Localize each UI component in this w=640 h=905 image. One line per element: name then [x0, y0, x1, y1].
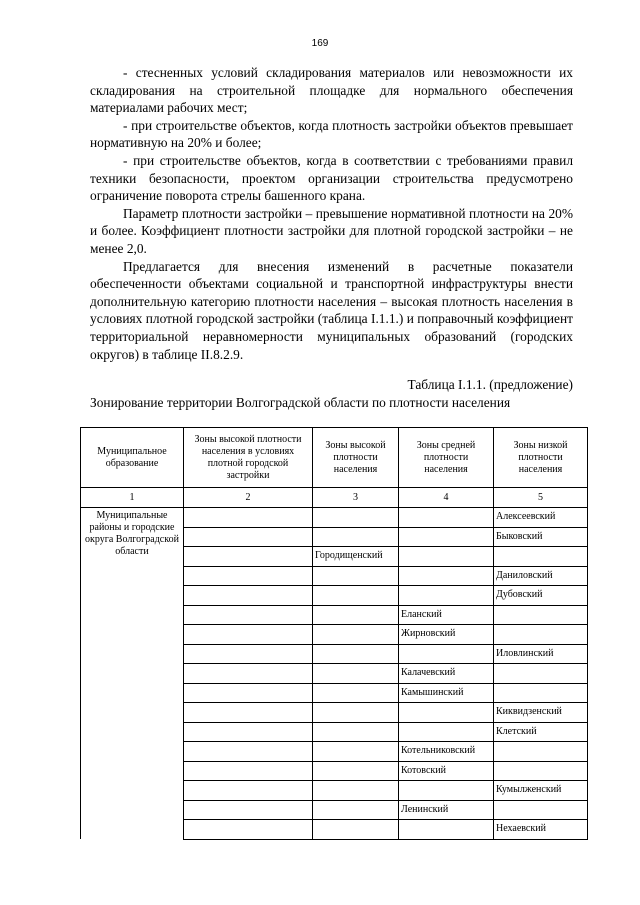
district-cell — [184, 820, 313, 840]
paragraph: - при строительстве объектов, когда в соответствии с требованиями правил техники безопасности, проектом организации строительства предусмотрено ограничение поворота стрелы башенного крана. — [90, 152, 573, 204]
district-cell — [313, 683, 399, 703]
district-cell — [184, 586, 313, 606]
district-cell — [494, 742, 588, 762]
district-cell: Еланский — [399, 605, 494, 625]
table-title: Зонирование территории Волгоградской области по плотности населения — [90, 395, 511, 410]
district-cell — [313, 761, 399, 781]
district-cell — [313, 508, 399, 528]
district-cell: Иловлинский — [494, 644, 588, 664]
district-cell — [184, 625, 313, 645]
district-cell — [494, 800, 588, 820]
page-number: 169 — [311, 38, 329, 49]
district-cell: Городищенский — [313, 547, 399, 567]
column-number: 4 — [399, 488, 494, 508]
district-cell — [313, 586, 399, 606]
district-cell — [494, 761, 588, 781]
header-cell: Муниципальное образование — [81, 428, 184, 488]
table-header-row — [81, 428, 588, 488]
district-cell: Котельниковский — [399, 742, 494, 762]
district-cell: Жирновский — [399, 625, 494, 645]
paragraph: - стесненных условий складирования материалов или невозможности их складирования на строительной площадке для нормального обеспечения материалами рабочих мест; — [90, 65, 573, 116]
district-cell — [184, 644, 313, 664]
column-number-row — [81, 488, 588, 508]
district-cell — [399, 527, 494, 547]
district-cell — [399, 547, 494, 567]
district-cell — [494, 547, 588, 567]
district-cell: Алексеевский — [494, 508, 588, 528]
paragraph: Предлагается для внесения изменений в расчетные показатели обеспеченности объектами социальной и транспортной инфраструктуры внести дополнительную категорию плотности населения – высокая плотность населения в условиях плотной городской застройки (таблица I.1.1.) и поправочный коэффициент территориальной неравномерности муниципальных образований (городских округов) в таблице II.8.2.9. — [90, 258, 573, 362]
district-cell: Киквидзенский — [494, 703, 588, 723]
district-cell — [494, 664, 588, 684]
district-cell: Камышинский — [399, 683, 494, 703]
district-cell — [399, 722, 494, 742]
district-cell: Кумылженский — [494, 781, 588, 801]
district-cell — [184, 566, 313, 586]
district-cell — [184, 761, 313, 781]
district-cell — [494, 605, 588, 625]
district-cell — [184, 508, 313, 528]
district-cell — [313, 781, 399, 801]
district-cell — [184, 547, 313, 567]
district-cell — [313, 664, 399, 684]
district-cell — [399, 586, 494, 606]
district-cell — [184, 742, 313, 762]
district-cell — [494, 683, 588, 703]
district-cell — [313, 800, 399, 820]
district-cell: Нехаевский — [494, 820, 588, 840]
district-cell — [184, 800, 313, 820]
district-cell — [184, 722, 313, 742]
district-cell — [313, 644, 399, 664]
column-number: 2 — [184, 488, 313, 508]
district-cell: Котовский — [399, 761, 494, 781]
district-cell — [399, 644, 494, 664]
district-cell — [313, 566, 399, 586]
district-cell — [313, 703, 399, 723]
table-body — [81, 508, 588, 840]
district-cell — [313, 625, 399, 645]
district-cell: Ленинский — [399, 800, 494, 820]
municipality-cell: Муниципальные районы и городские округа Волгоградской области — [81, 508, 184, 840]
district-cell — [399, 781, 494, 801]
district-cell: Быковский — [494, 527, 588, 547]
district-cell — [399, 508, 494, 528]
district-cell — [399, 566, 494, 586]
district-cell — [313, 742, 399, 762]
header-cell: Зоны средней плотности населения — [399, 428, 494, 488]
district-cell — [399, 820, 494, 840]
district-cell — [184, 703, 313, 723]
district-cell — [313, 527, 399, 547]
column-number: 1 — [81, 488, 184, 508]
column-number: 5 — [494, 488, 588, 508]
header-cell: Зоны высокой плотности населения — [313, 428, 399, 488]
zoning-table — [80, 427, 588, 840]
district-cell — [313, 722, 399, 742]
header-cell: Зоны низкой плотности населения — [494, 428, 588, 488]
district-cell — [494, 625, 588, 645]
district-cell — [184, 527, 313, 547]
district-cell: Даниловский — [494, 566, 588, 586]
district-cell — [313, 820, 399, 840]
paragraph: - при строительстве объектов, когда плотность застройки объектов превышает нормативную на 20% и более; — [90, 117, 573, 151]
district-cell — [184, 781, 313, 801]
district-cell: Дубовский — [494, 586, 588, 606]
table-row — [81, 508, 588, 528]
body-text — [90, 64, 573, 363]
district-cell: Калачевский — [399, 664, 494, 684]
district-cell — [184, 683, 313, 703]
header-cell: Зоны высокой плотности населения в условиях плотной городской застройки — [184, 428, 313, 488]
district-cell — [184, 605, 313, 625]
district-cell: Клетский — [494, 722, 588, 742]
district-cell — [313, 605, 399, 625]
column-number: 3 — [313, 488, 399, 508]
district-cell — [184, 664, 313, 684]
district-cell — [399, 703, 494, 723]
paragraph: Параметр плотности застройки – превышение нормативной плотности на 20% и более. Коэффициент плотности застройки для плотной городской застройки – не менее 2,0. — [90, 205, 573, 256]
table-number: Таблица I.1.1. (предложение) — [407, 377, 573, 392]
